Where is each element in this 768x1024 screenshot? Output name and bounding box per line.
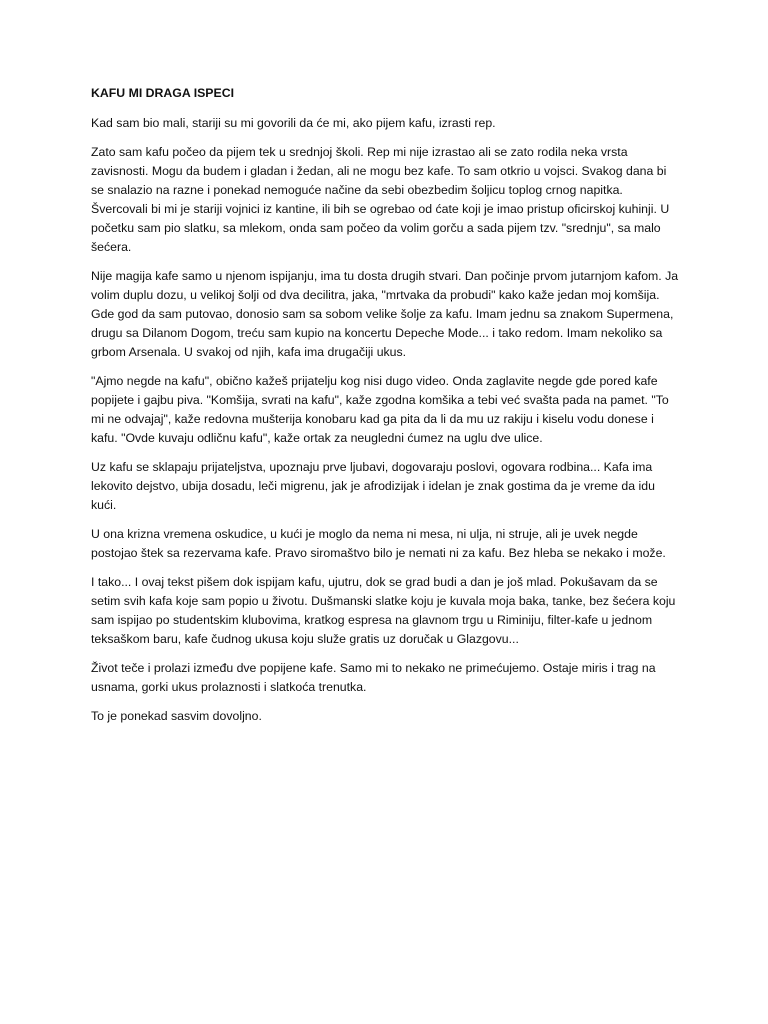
paragraph-8: Život teče i prolazi između dve popijene kafe. Samo mi to nekako ne primećujemo. Ostaje miris i trag na usnama, gorki ukus prolaznosti i slatkoća trenutka.	[91, 661, 656, 694]
paragraph-7: I tako... I ovaj tekst pišem dok ispijam kafu, ujutru, dok se grad budi a dan je još mlad. Pokušavam da se setim svih kafa koje sam popio u životu. Dušmanski slatke koju je kuvala moja baka, tanke, bez šećera koju sam ispijao po studentskim klubovima, kratkog espresa na glavnom trgu u Riminiju, filter-kafe u jednom teksaškom baru, kafe čudnog ukusa koju služe gratis uz doručak u Glazgovu...	[91, 575, 676, 646]
paragraph-3: Nije magija kafe samo u njenom ispijanju, ima tu dosta drugih stvari. Dan počinje prvom jutarnjom kafom. Ja volim duplu dozu, u velikoj šolji od dva decilitra, jaka, "mrtvaka da probudi" kako kaže jedan moj komšija. Gde god da sam putovao, donosio sam sa sobom velike šolje za kafu. Imam jednu sa znakom Supermena, drugu sa Dilanom Dogom, treću sam kupio na koncertu Depeche Mode... i tako redom. Imam nekoliko sa grbom Arsenala. U svakoj od njih, kafa ima drugačiji ukus.	[91, 269, 679, 359]
document-title: KAFU MI DRAGA ISPECI	[91, 86, 235, 100]
paragraph-6: U ona krizna vremena oskudice, u kući je moglo da nema ni mesa, ni ulja, ni struje, ali je uvek negde postojao štek sa rezervama kafe. Pravo siromaštvo bilo je nemati ni za kafu. Bez hleba se nekako i može.	[91, 527, 666, 560]
document-body	[91, 84, 681, 736]
paragraph-1: Kad sam bio mali, stariji su mi govorili da će mi, ako pijem kafu, izrasti rep.	[91, 116, 496, 130]
paragraph-2: Zato sam kafu počeo da pijem tek u srednjoj školi. Rep mi nije izrastao ali se zato rodila neka vrsta zavisnosti. Mogu da budem i gladan i žedan, ali ne mogu bez kafe. To sam otkrio u vojsci. Svakog dana bi se snalazio na razne i ponekad nemoguće načine da sebi obezbedim šoljicu toplog crnog napitka. Švercovali bi mi je stariji vojnici iz kantine, ili bih se ogrebao od ćate koji je imao pristup oficirskoj kuhinji. U početku sam pio slatku, sa mlekom, onda sam počeo da volim gorču a sada pijem tzv. "srednju", sa malo šećera.	[91, 145, 670, 254]
paragraph-5: Uz kafu se sklapaju prijateljstva, upoznaju prve ljubavi, dogovaraju poslovi, ogovara rodbina... Kafa ima lekovito dejstvo, ubija dosadu, leči migrenu, jak je afrodizijak i idelan je znak gostima da je vreme da idu kući.	[91, 460, 655, 512]
paragraph-4: "Ajmo negde na kafu", obično kažeš prijatelju kog nisi dugo video. Onda zaglavite negde gde pored kafe popijete i gajbu piva. "Komšija, svrati na kafu", kaže zgodna komšika a tebi već svašta pada na pamet. "To mi ne odvajaj", kaže redovna mušterija konobaru kad ga pita da li da mu uz rakiju i kiselu vodu donese i kafu. "Ovde kuvaju odličnu kafu", kaže ortak za neugledni ćumez na uglu dve ulice.	[91, 374, 669, 445]
paragraph-9: To je ponekad sasvim dovoljno.	[91, 709, 262, 723]
